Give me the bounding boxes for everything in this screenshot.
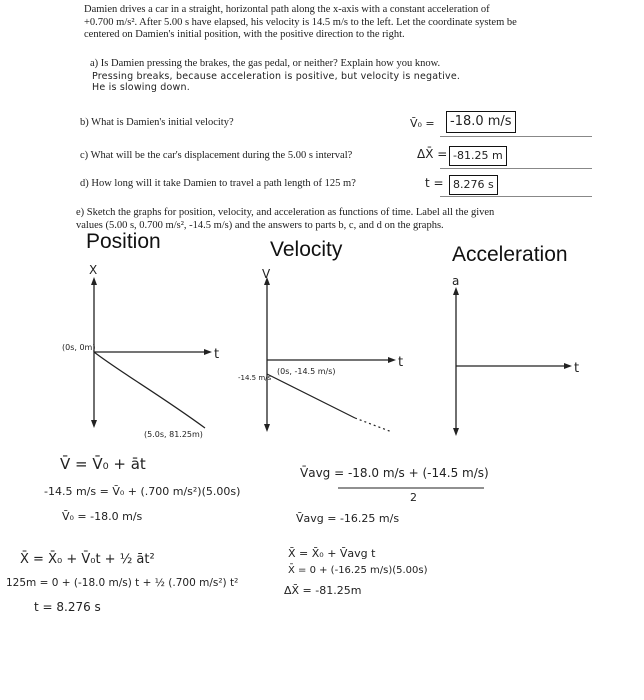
- velocity-y-axis-label: V: [262, 267, 271, 281]
- work-vavg-equation: V̄avg = -18.0 m/s + (-14.5 m/s): [300, 466, 489, 480]
- position-graph: [62, 263, 219, 439]
- work-initial-velocity: V̄₀ = -18.0 m/s: [62, 510, 143, 523]
- work-vavg-result: V̄avg = -16.25 m/s: [296, 512, 400, 525]
- position-x-axis-label: t: [214, 347, 220, 362]
- velocity-x-axis-label: t: [398, 355, 404, 370]
- acceleration-graph-title: Acceleration: [452, 243, 568, 266]
- velocity-dotted-extension: [355, 418, 392, 432]
- position-x-arrow: [204, 349, 212, 355]
- part-d-question: d) How long will it take Damien to travel a path length of 125 m?: [80, 178, 356, 189]
- velocity-y-tick-label: -14.5 m/s: [238, 374, 272, 382]
- position-end-label: (5.0s, 81.25m): [144, 430, 203, 439]
- work-displacement-equation: X̄ = X̄₀ + V̄avg t: [288, 547, 376, 560]
- acceleration-y-arrow-down: [453, 428, 459, 436]
- position-start-label: (0s, 0m): [62, 343, 96, 352]
- part-b-answer-label: V̄₀ =: [410, 117, 435, 130]
- acceleration-y-arrow-up: [453, 287, 459, 295]
- intro-line-3: centered on Damien's initial position, with the positive direction to the right.: [84, 29, 405, 40]
- position-y-arrow-up: [91, 277, 97, 285]
- intro-line-1: Damien drives a car in a straight, horizontal path along the x-axis with a constant acceleration of: [84, 4, 490, 15]
- part-c-answer-box: -81.25 m: [449, 146, 507, 166]
- velocity-point-label: (0s, -14.5 m/s): [277, 367, 336, 376]
- velocity-graph-title: Velocity: [270, 238, 343, 261]
- velocity-graph: [238, 267, 403, 432]
- part-c-answer-label: ΔX̄ =: [417, 147, 448, 161]
- part-b-answer-box: -18.0 m/s: [446, 111, 516, 133]
- part-b-question: b) What is Damien's initial velocity?: [80, 117, 234, 128]
- part-e-line-1: e) Sketch the graphs for position, velocity, and acceleration as functions of time. Label all the given: [76, 207, 495, 218]
- work-velocity-equation: V̄ = V̄₀ + āt: [60, 455, 146, 473]
- position-y-axis-label: X: [89, 263, 98, 277]
- part-d-answer-box: 8.276 s: [449, 175, 498, 195]
- part-a-answer-line-2: He is slowing down.: [92, 82, 190, 93]
- work-time-result: t = 8.276 s: [34, 600, 101, 614]
- work-displacement-result: ΔX̄ = -81.25m: [284, 584, 362, 597]
- acceleration-x-arrow: [564, 363, 572, 369]
- part-c-question: c) What will be the car's displacement during the 5.00 s interval?: [80, 150, 353, 161]
- position-curve: [94, 352, 205, 428]
- part-d-answer-label: t =: [425, 176, 444, 190]
- acceleration-graph: [452, 274, 579, 436]
- acceleration-x-axis-label: t: [574, 361, 580, 376]
- position-graph-title: Position: [86, 230, 161, 253]
- work-substitution: -14.5 m/s = V̄₀ + (.700 m/s²)(5.00s): [44, 485, 241, 498]
- velocity-y-arrow-down: [264, 424, 270, 432]
- work-kinematic-equation: X̄ = X̄₀ + V̄₀t + ½ āt²: [20, 552, 155, 567]
- velocity-x-arrow: [388, 357, 396, 363]
- part-e-line-2: values (5.00 s, 0.700 m/s², -14.5 m/s) and the answers to parts b, c, and d on the graphs.: [76, 219, 444, 231]
- work-kinematic-substitution: 125m = 0 + (-18.0 m/s) t + ½ (.700 m/s²) t²: [6, 577, 239, 589]
- part-a-answer-line-1: Pressing breaks, because acceleration is positive, but velocity is negative.: [92, 71, 461, 82]
- work-vavg-denominator: 2: [410, 491, 417, 504]
- work-displacement-substitution: X̄ = 0 + (-16.25 m/s)(5.00s): [288, 565, 428, 576]
- acceleration-y-axis-label: a: [452, 274, 460, 288]
- velocity-line: [267, 374, 355, 418]
- intro-line-2: +0.700 m/s². After 5.00 s have elapsed, his velocity is 14.5 m/s to the left. Let the coordinate system be: [84, 16, 517, 28]
- position-y-arrow-down: [91, 420, 97, 428]
- part-a-question: a) Is Damien pressing the brakes, the gas pedal, or neither? Explain how you know.: [90, 58, 441, 69]
